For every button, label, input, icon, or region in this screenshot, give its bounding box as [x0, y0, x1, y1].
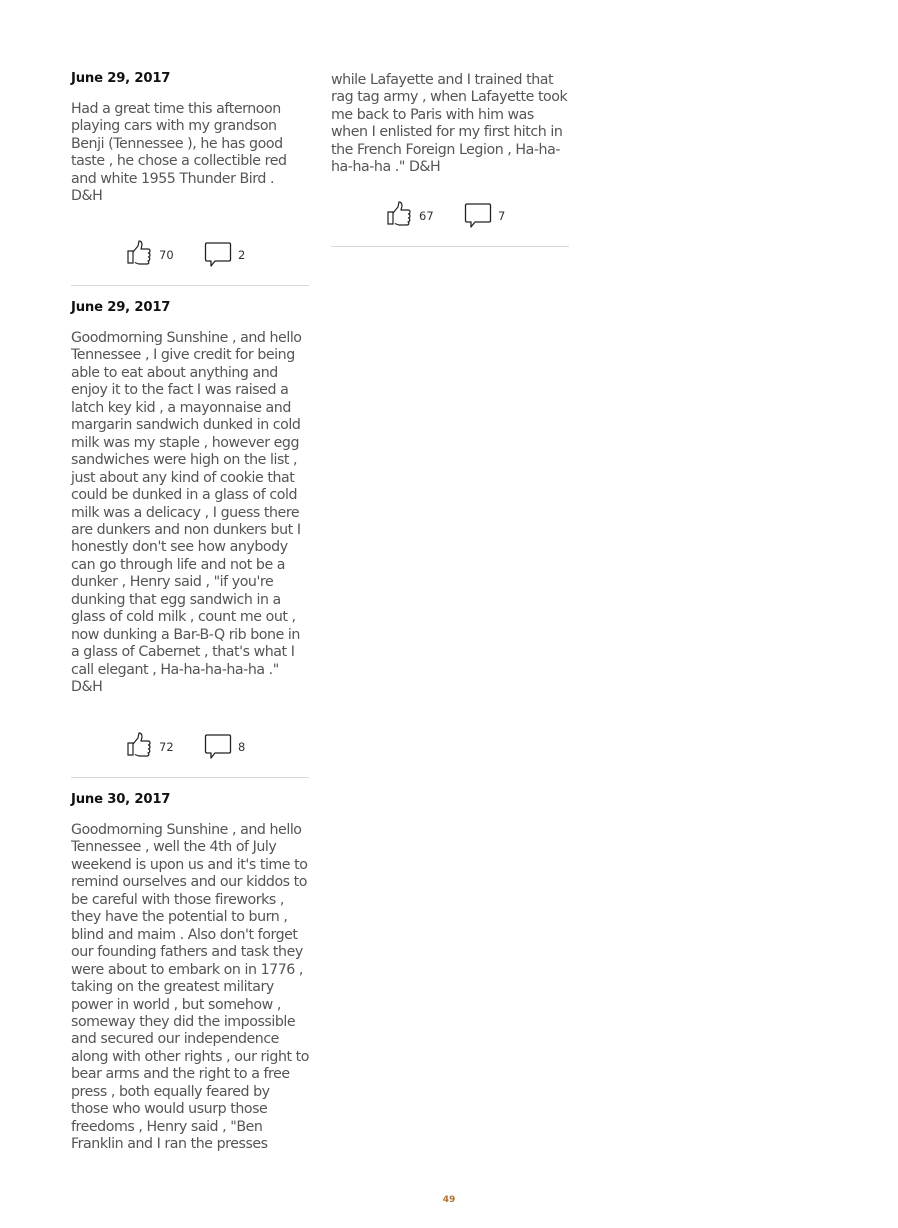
comment-count: 2: [238, 248, 246, 262]
post-date: June 29, 2017: [71, 71, 171, 86]
thumbs-up-icon: [126, 240, 152, 266]
comment-count: 8: [238, 740, 246, 754]
page-number: 49: [442, 1195, 456, 1205]
post-divider: [71, 777, 309, 778]
thumbs-up-icon: [126, 732, 152, 758]
thumbs-up-icon: [386, 201, 412, 227]
post-text: Had a great time this afternoon playing cars with my grandson Benji (Tennessee ), he has good taste , he chose a collectible red and white 1955 Thunder Bird . D&H: [71, 101, 287, 205]
like-button[interactable]: [126, 240, 174, 266]
like-button[interactable]: [386, 201, 434, 227]
comment-count: 7: [498, 209, 506, 223]
comment-button[interactable]: [204, 240, 246, 268]
post-text: while Lafayette and I trained that rag tag army , when Lafayette took me back to Paris with him was when I enlisted for my first hitch in the French Foreign Legion , Ha-ha-ha-ha-ha ." D&H: [331, 72, 568, 176]
like-count: 70: [159, 248, 174, 262]
post-reactions: [71, 732, 309, 762]
post-date: June 30, 2017: [71, 792, 171, 807]
post-reactions: [331, 201, 569, 231]
post-reactions: [71, 240, 309, 270]
like-count: 67: [419, 209, 434, 223]
comment-button[interactable]: [204, 732, 246, 760]
like-count: 72: [159, 740, 174, 754]
speech-bubble-icon: [464, 201, 492, 229]
post-date: June 29, 2017: [71, 300, 171, 315]
speech-bubble-icon: [204, 732, 232, 760]
post-text: Goodmorning Sunshine , and hello Tennessee , well the 4th of July weekend is upon us and it's time to remind ourselves and our kiddos to be careful with those fireworks , they have the potential to burn , blind and maim . Also don't forget our founding fathers and task they were about to embark on in 1776 , taking on the greatest military power in world , but somehow , someway they did the impossible and secured our independence along with other rights , our right to bear arms and the right to a free press , both equally feared by those who would usurp those freedoms , Henry said , "Ben Franklin and I ran the presses: [71, 822, 309, 1153]
comment-button[interactable]: [464, 201, 506, 229]
post-divider: [331, 246, 569, 247]
like-button[interactable]: [126, 732, 174, 758]
speech-bubble-icon: [204, 240, 232, 268]
post-text: Goodmorning Sunshine , and hello Tennessee , I give credit for being able to eat about anything and enjoy it to the fact I was raised a latch key kid , a mayonnaise and margarin sandwich dunked in cold milk was my staple , however egg sandwiches were high on the list , just about any kind of cookie that could be dunked in a glass of cold milk was a delicacy , I guess there are dunkers and non dunkers but I honestly don't see how anybody can go through life and not be a dunker , Henry said , "if you're dunking that egg sandwich in a glass of cold milk , count me out , now dunking a Bar-B-Q rib bone in a glass of Cabernet , that's what I call elegant , Ha-ha-ha-ha-ha ." D&H: [71, 330, 302, 696]
post-divider: [71, 285, 309, 286]
